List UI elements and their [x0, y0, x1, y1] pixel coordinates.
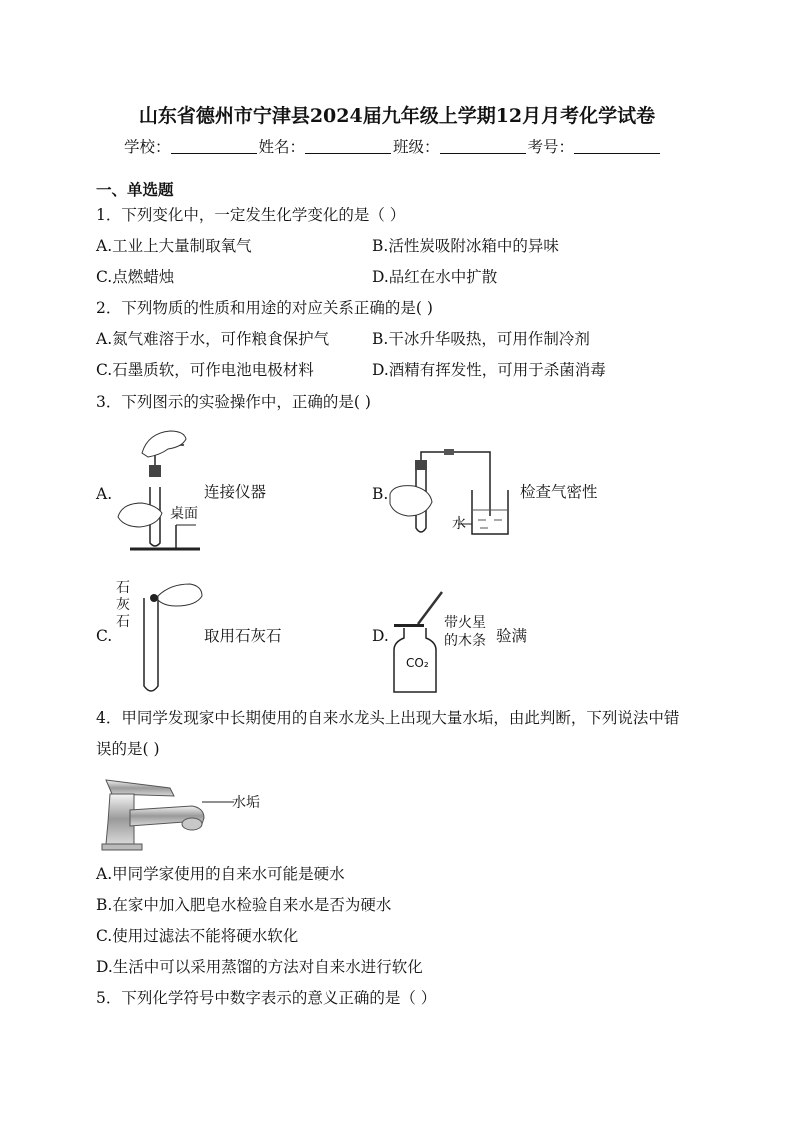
q1-option-b: B.活性炭吸附冰箱中的异味 [372, 237, 559, 255]
q3-option-c-caption: 取用石灰石 [204, 627, 282, 645]
q4-stem-line1: 4．甲同学发现家中长期使用的自来水龙头上出现大量水垢，由此判断，下列说法中错 [96, 709, 680, 727]
field-exam-number-blank[interactable] [574, 139, 660, 154]
field-exam-number-label: 考号： [527, 138, 575, 156]
student-info-line [124, 137, 662, 157]
q2-stem: 2．下列物质的性质和用途的对应关系正确的是( ) [96, 299, 433, 317]
q1-option-d: D.品红在水中扩散 [372, 268, 498, 286]
field-name-label: 姓名： [258, 138, 306, 156]
q3-option-b-letter: B. [372, 485, 389, 503]
q3-option-a-letter: A. [96, 485, 113, 503]
airtightness-check-figure [386, 446, 514, 538]
q4-option-c: C.使用过滤法不能将硬水软化 [96, 927, 299, 945]
q3-b-water-label: 水 [452, 516, 466, 532]
field-school-blank[interactable] [171, 139, 257, 154]
q4-stem-line2: 误的是( ) [96, 740, 160, 758]
q2-option-c: C.石墨质软，可作电池电极材料 [96, 361, 314, 379]
q3-option-d-caption: 验满 [496, 627, 528, 645]
q4-option-d: D.生活中可以采用蒸馏的方法对自来水进行软化 [96, 958, 423, 976]
q2-option-a: A.氮气难溶于水，可作粮食保护气 [96, 330, 330, 348]
q1-option-a: A.工业上大量制取氧气 [96, 237, 252, 255]
q4-option-b: B.在家中加入肥皂水检验自来水是否为硬水 [96, 896, 392, 914]
q3-stem: 3．下列图示的实验操作中，正确的是( ) [96, 393, 371, 411]
q3-a-table-label: 桌面 [170, 506, 198, 522]
q2-option-d: D.酒精有挥发性，可用于杀菌消毒 [372, 361, 606, 379]
q3-option-c-letter: C. [96, 627, 113, 645]
q4-option-a: A.甲同学家使用的自来水可能是硬水 [96, 865, 345, 883]
field-name-blank[interactable] [305, 139, 391, 154]
q3-d-stick-label-2: 的木条 [444, 633, 486, 649]
field-class-blank[interactable] [440, 139, 526, 154]
faucet-figure [100, 772, 240, 852]
q3-d-stick-label-1: 带火星 [444, 615, 486, 631]
field-school-label: 学校： [124, 138, 171, 156]
q1-option-c: C.点燃蜡烛 [96, 268, 175, 286]
q5-stem: 5．下列化学符号中数字表示的意义正确的是（ ） [96, 989, 437, 1007]
gas-collection-bottle-figure [392, 590, 446, 696]
q3-c-limestone-label: 石灰石 [116, 580, 130, 630]
field-class-label: 班级： [393, 138, 440, 156]
q1-stem: 1．下列变化中，一定发生化学变化的是（ ） [96, 206, 406, 224]
take-limestone-figure [136, 578, 204, 696]
q3-option-b-caption: 检查气密性 [520, 483, 598, 501]
q2-option-b: B.干冰升华吸热，可用作制冷剂 [372, 330, 590, 348]
connect-apparatus-figure [112, 425, 204, 555]
q3-option-d-letter: D. [372, 627, 389, 645]
q3-d-co2-label: CO₂ [406, 656, 429, 670]
q3-option-a-caption: 连接仪器 [204, 483, 267, 501]
exam-title: 山东省德州市宁津县2024届九年级上学期12月月考化学试卷 [138, 105, 656, 127]
q4-scale-label: 水垢 [232, 795, 260, 811]
section-heading: 一、单选题 [96, 180, 174, 199]
